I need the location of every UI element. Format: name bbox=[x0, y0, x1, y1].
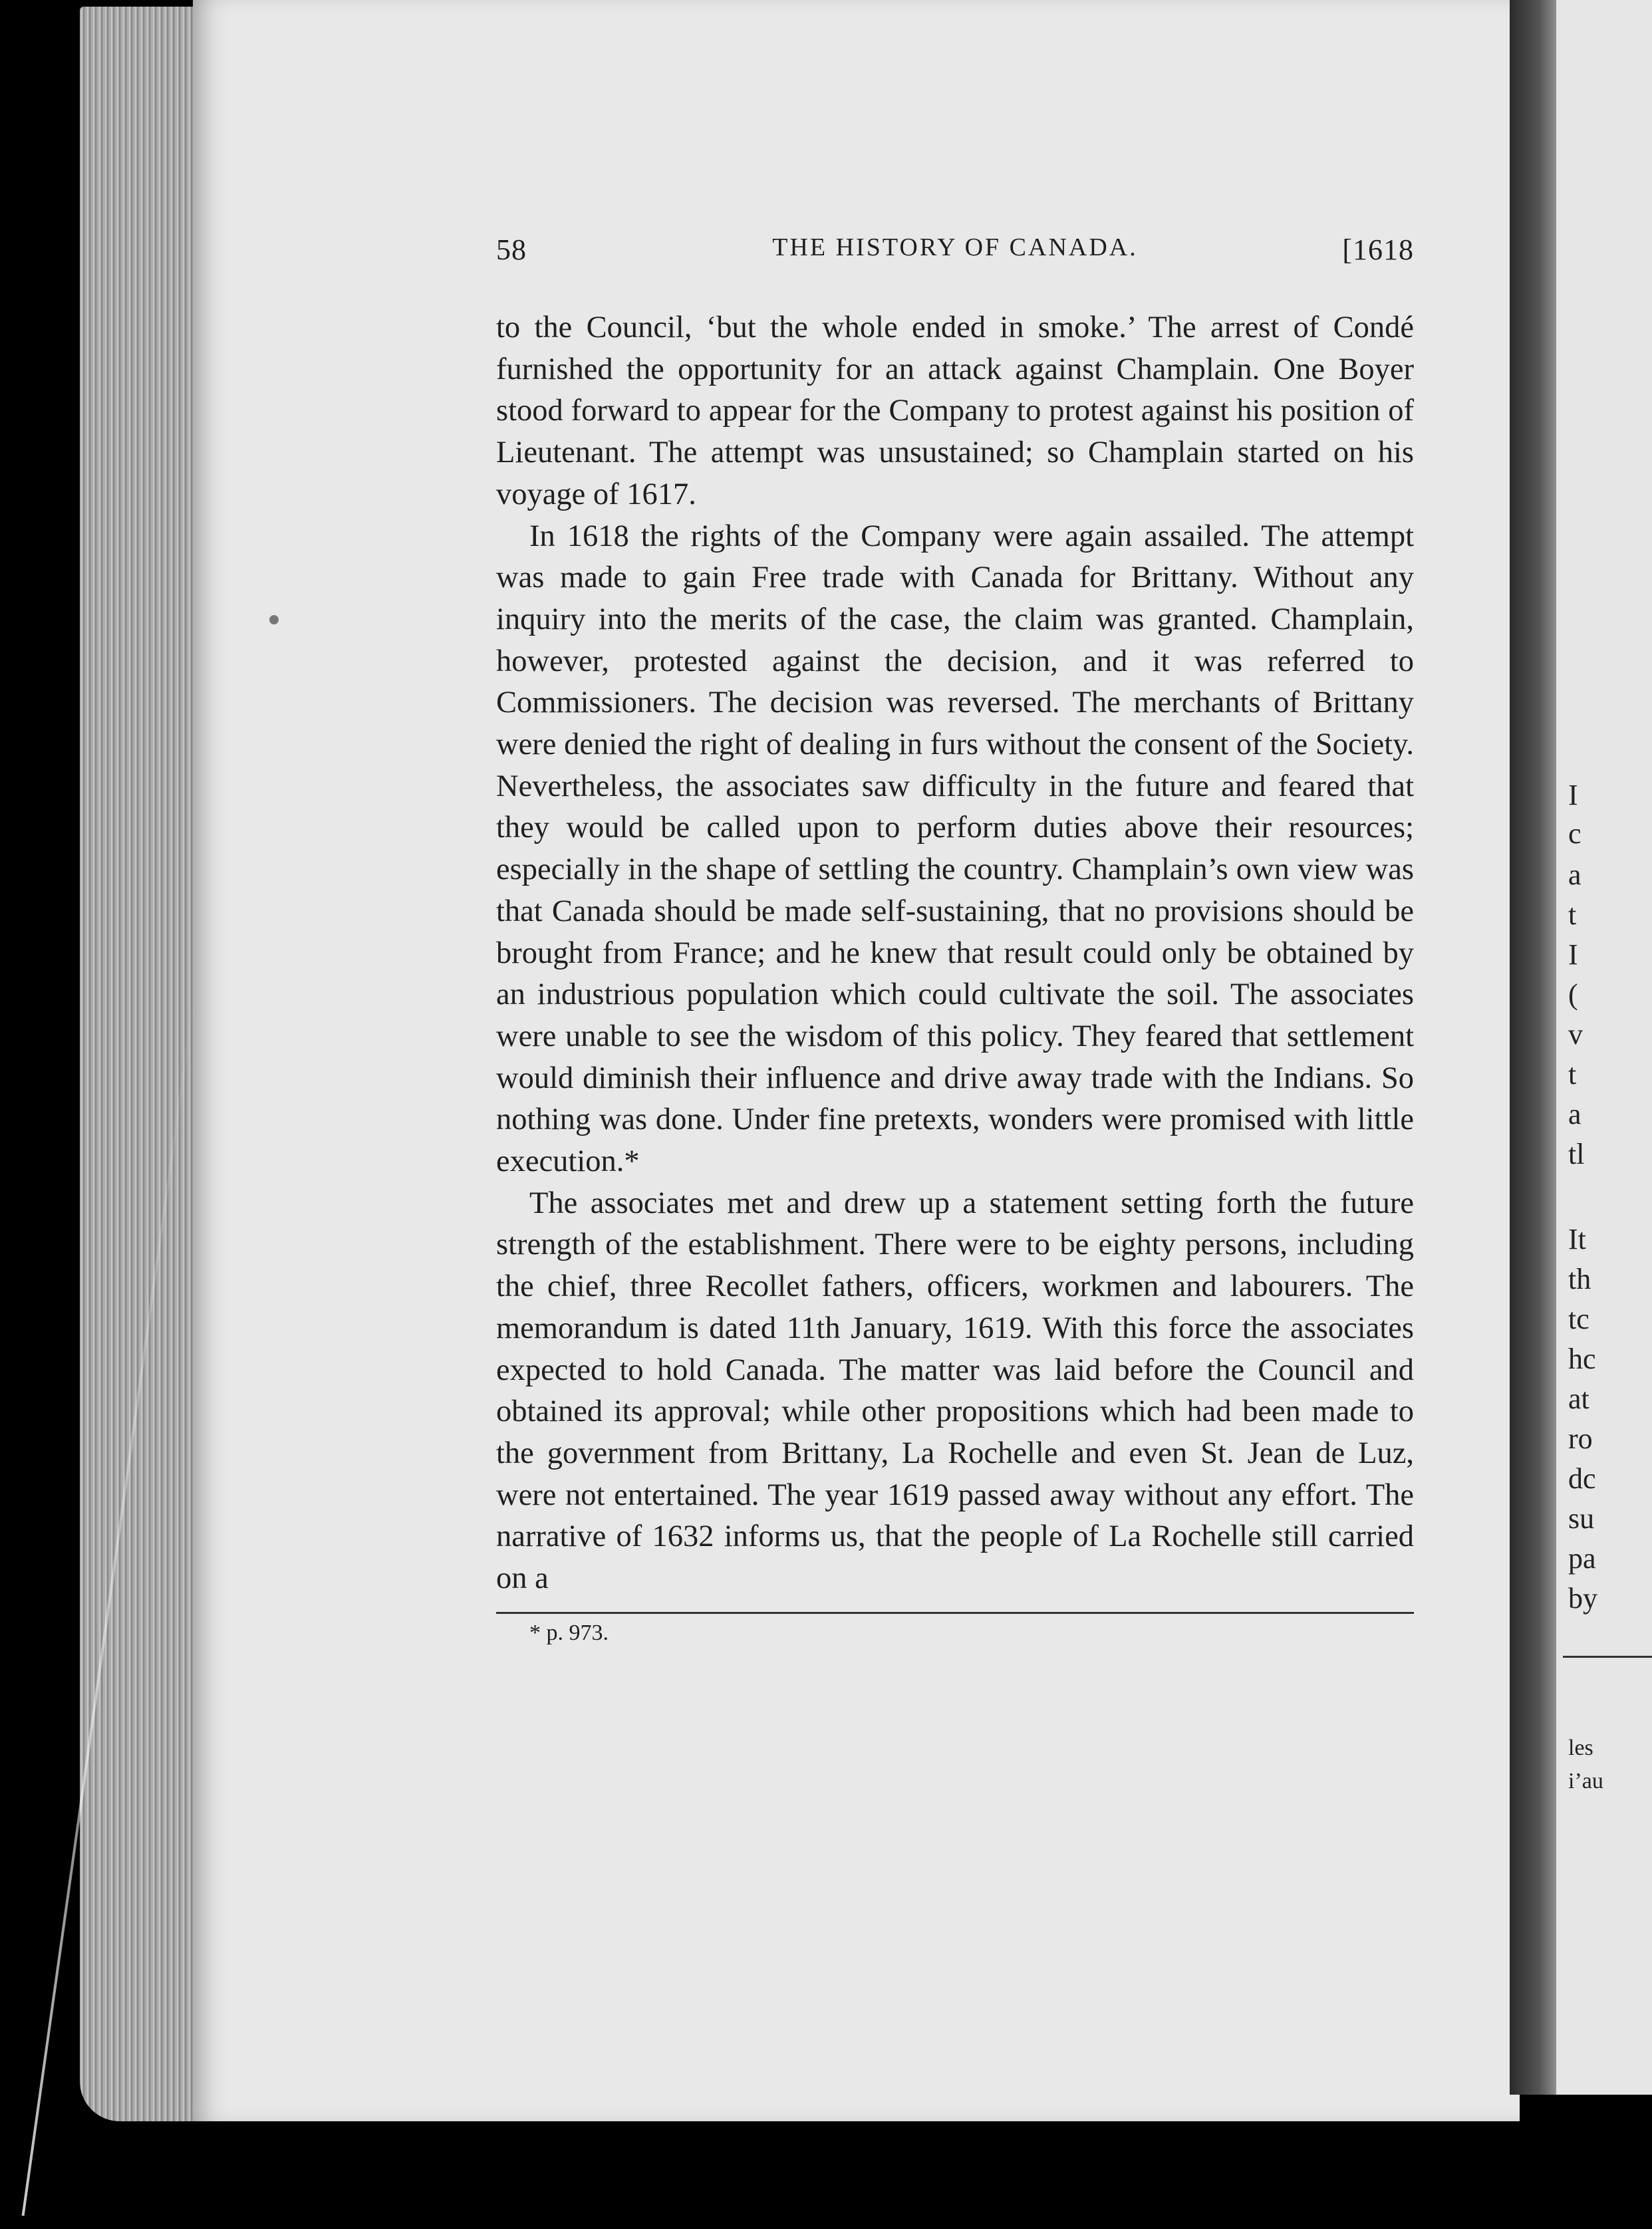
facing-fragment: a bbox=[1568, 858, 1582, 891]
facing-fragment: t bbox=[1568, 898, 1577, 931]
paper-spot bbox=[269, 615, 279, 624]
footnote: * p. 973. bbox=[529, 1620, 609, 1645]
facing-fragment: tl bbox=[1568, 1138, 1585, 1170]
facing-fragment: t bbox=[1568, 1058, 1577, 1091]
facing-fragment: ( bbox=[1568, 978, 1578, 1011]
facing-fragment: a bbox=[1568, 1098, 1582, 1130]
footnote-rule bbox=[496, 1612, 1414, 1614]
facing-fragment: It bbox=[1568, 1223, 1586, 1255]
facing-fragment: tc bbox=[1568, 1303, 1589, 1335]
running-year: [1618 bbox=[1342, 233, 1414, 266]
facing-fragment: hc bbox=[1568, 1343, 1596, 1375]
paragraph: In 1618 the rights of the Company were again assailed. The attempt was made to gain Free trade with Canada for Brittany. Without any inquiry into the merits of the case, the claim was granted. Champlain, however, protested against the decision, and it was referred to Commissioners. The decision was reversed. The merchants of Brittany were denied the right of dealing in furs without the consent of the Society. Nevertheless, the associates saw difficulty in the future and feared that they would be called upon to perform duties above their resources; especially in the shape of settling the country. Champlain’s own view was that Canada should be made self-sustaining, that no provisions should be brought from France; and he knew that result could only be obtained by an industrious population which could cultivate the soil. The associates were unable to see the wisdom of this policy. They feared that settlement would diminish their influence and drive away trade with the Indians. So nothing was done. Under fine pretexts, wonders were promised with little execution.* bbox=[496, 519, 1414, 1179]
running-head bbox=[496, 233, 1414, 273]
body-text bbox=[496, 307, 1414, 1600]
facing-fragment: c bbox=[1568, 817, 1582, 850]
facing-page-edge bbox=[1556, 0, 1652, 2095]
book-gutter bbox=[1510, 0, 1560, 2095]
facing-fragment: th bbox=[1568, 1263, 1591, 1295]
paragraph: to the Council, ‘but the whole ended in smoke.’ The arrest of Condé furnished the opportunity for an attack against Champlain. One Boyer stood forward to appear for the Company to protest against his position of Lieutenant. The attempt was unsustained; so Champlain started on his voyage of 1617. bbox=[496, 311, 1414, 511]
facing-fragment: i’au bbox=[1568, 1769, 1603, 1793]
facing-fragment: v bbox=[1568, 1018, 1583, 1051]
facing-fragment: pa bbox=[1568, 1542, 1596, 1575]
facing-fragment: I bbox=[1568, 779, 1578, 811]
page-number: 58 bbox=[496, 233, 527, 266]
facing-footnote-rule bbox=[1563, 1656, 1652, 1658]
paragraph: The associates met and drew up a statement setting forth the future strength of the establishment. There were to be eighty persons, including the chief, three Recollet fathers, officers, workmen and labourers. The memorandum is dated 11th January, 1619. With this force the associates expected to hold Canada. The matter was laid before the Council and obtained its approval; while other propositions which had been made to the government from Brittany, La Rochelle and even St. Jean de Luz, were not entertained. The year 1619 passed away without any effort. The narrative of 1632 informs us, that the people of La Rochelle still carried on a bbox=[496, 1186, 1414, 1596]
facing-fragment: su bbox=[1568, 1502, 1595, 1535]
facing-fragment: by bbox=[1568, 1582, 1597, 1615]
facing-fragment: ro bbox=[1568, 1422, 1593, 1455]
page-content bbox=[496, 233, 1414, 1646]
facing-fragment: les bbox=[1568, 1736, 1593, 1760]
facing-fragment: I bbox=[1568, 938, 1578, 971]
facing-fragment: dc bbox=[1568, 1462, 1596, 1495]
running-title: THE HISTORY OF CANADA. bbox=[772, 233, 1138, 261]
facing-fragment: at bbox=[1568, 1382, 1589, 1415]
